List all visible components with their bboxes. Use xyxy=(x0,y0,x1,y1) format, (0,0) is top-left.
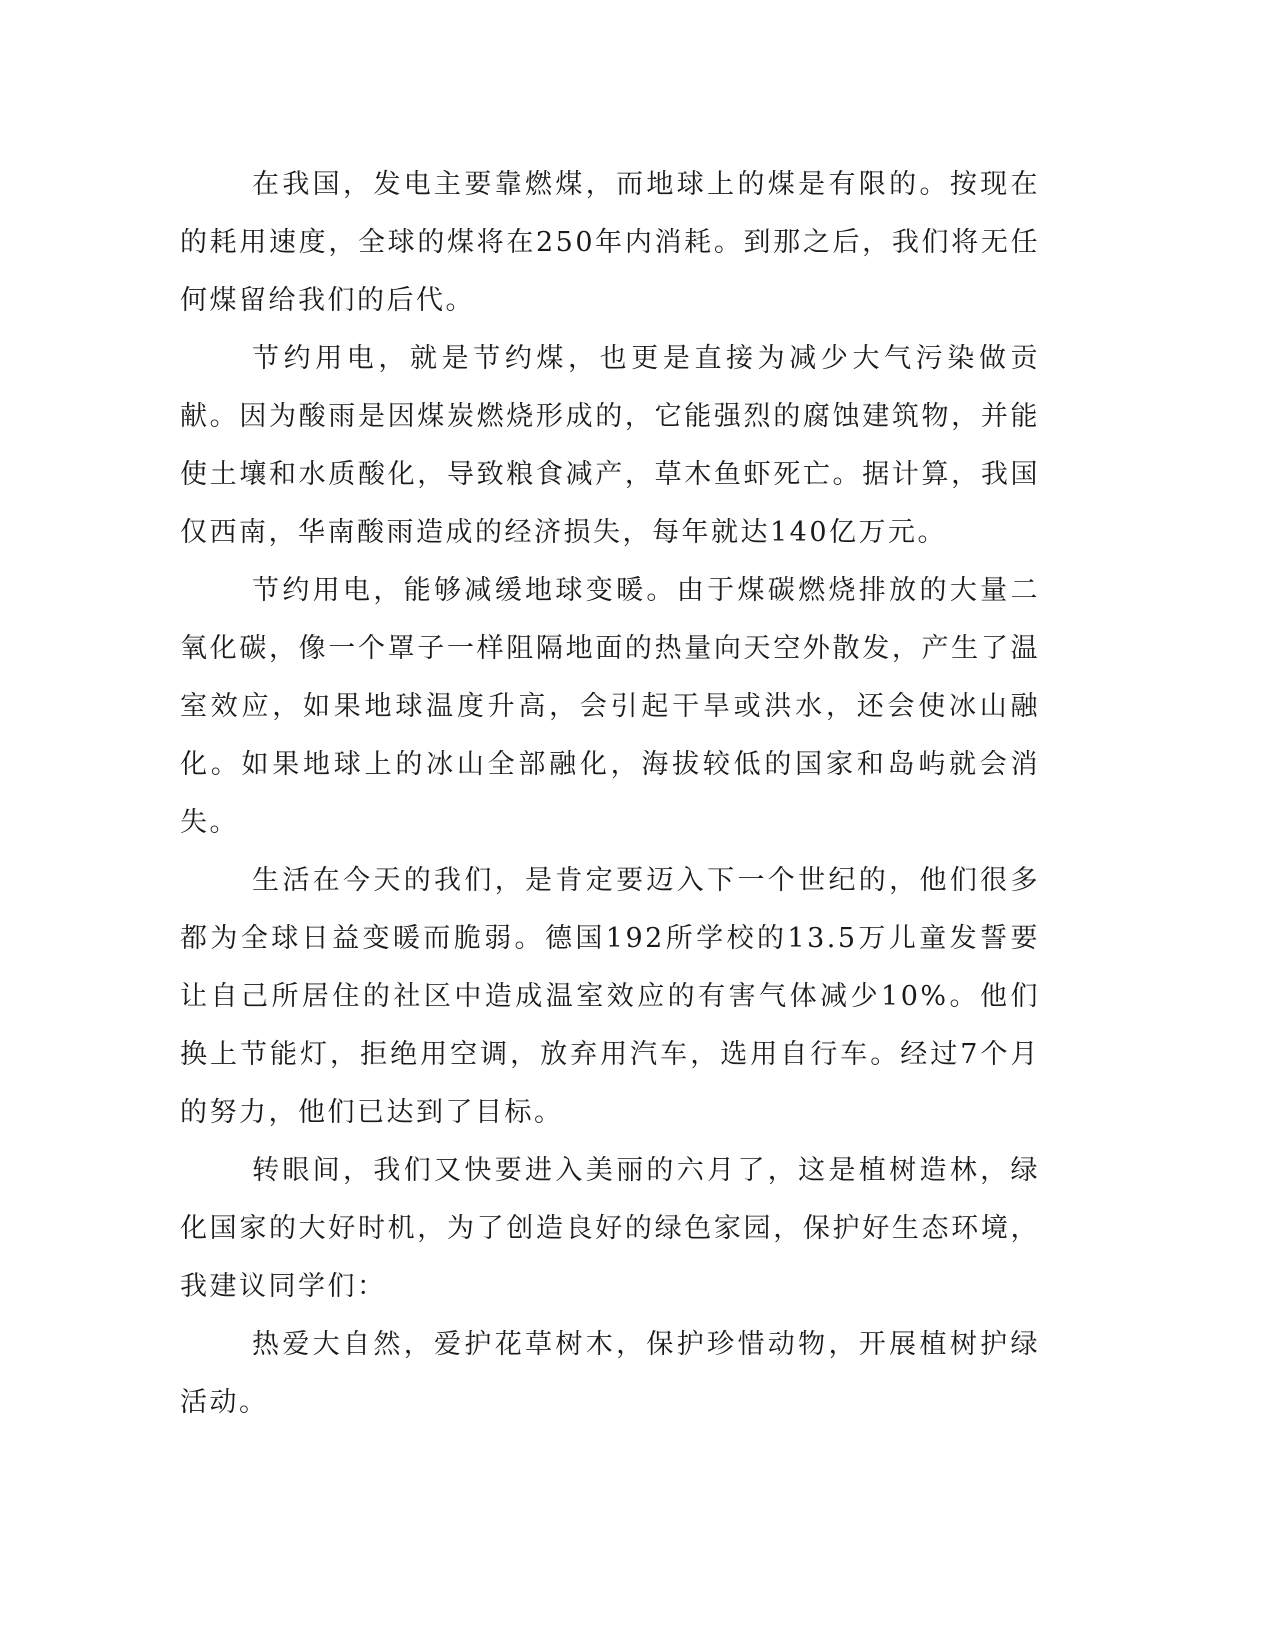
document-body xyxy=(180,156,1040,1432)
paragraph-global-warming: 节约用电，能够减缓地球变暖。由于煤碳燃烧排放的大量二氧化碳，像一个罩子一样阻隔地面的热量向天空外散发，产生了温室效应，如果地球温度升高，会引起干旱或洪水，还会使冰山融化。如果地球上的冰山全部融化，海拔较低的国家和岛屿就会消失。 xyxy=(180,575,1040,838)
paragraph-acid-rain: 节约用电，就是节约煤，也更是直接为减少大气污染做贡献。因为酸雨是因煤炭燃烧形成的，它能强烈的腐蚀建筑物，并能使土壤和水质酸化，导致粮食减产，草木鱼虾死亡。据计算，我国仅西南，华南酸雨造成的经济损失，每年就达140亿万元。 xyxy=(180,343,1040,548)
paragraph-love-nature: 热爱大自然，爱护花草树木，保护珍惜动物，开展植树护绿活动。 xyxy=(180,1329,1040,1418)
paragraph-june-planting: 转眼间，我们又快要进入美丽的六月了，这是植树造林，绿化国家的大好时机，为了创造良好的绿色家园，保护好生态环境，我建议同学们： xyxy=(180,1155,1040,1302)
paragraph-germany-schools: 生活在今天的我们，是肯定要迈入下一个世纪的，他们很多都为全球日益变暖而脆弱。德国192所学校的13.5万儿童发誓要让自己所居住的社区中造成温室效应的有害气体减少10%。他们换上节能灯，拒绝用空调，放弃用汽车，选用自行车。经过7个月的努力，他们已达到了目标。 xyxy=(180,865,1040,1128)
paragraph-coal-consumption: 在我国，发电主要靠燃煤，而地球上的煤是有限的。按现在的耗用速度，全球的煤将在250年内消耗。到那之后，我们将无任何煤留给我们的后代。 xyxy=(180,169,1040,316)
